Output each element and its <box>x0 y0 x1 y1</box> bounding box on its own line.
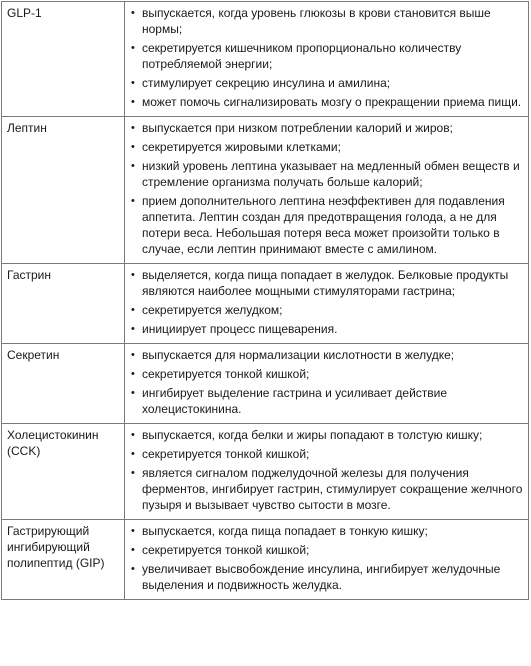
list-item-text: выпускается при низком потреблении калорий и жиров; <box>142 121 453 135</box>
list-item <box>130 321 524 337</box>
list-item <box>130 139 524 155</box>
bullet-list <box>130 267 524 337</box>
list-item <box>130 5 524 37</box>
hormone-name: Лептин <box>2 117 125 264</box>
list-item <box>130 267 524 299</box>
bullet-icon: • <box>131 544 135 556</box>
list-item <box>130 561 524 593</box>
list-item-text: секретируется жировыми клетками; <box>142 140 341 154</box>
list-item <box>130 465 524 513</box>
bullet-icon: • <box>131 467 135 479</box>
hormone-name: Гастрин <box>2 264 125 344</box>
bullet-icon: • <box>131 42 135 54</box>
list-item <box>130 446 524 462</box>
list-item-text: секретируется кишечником пропорционально количеству потребляемой энергии; <box>142 41 462 71</box>
bullet-icon: • <box>131 7 135 19</box>
bullet-icon: • <box>131 429 135 441</box>
hormone-name: GLP-1 <box>2 2 125 117</box>
hormone-table-body <box>2 2 529 600</box>
list-item-text: ингибирует выделение гастрина и усиливает действие холецистокинина. <box>142 386 448 416</box>
bullet-list <box>130 347 524 417</box>
bullet-icon: • <box>131 349 135 361</box>
hormone-name: Секретин <box>2 344 125 424</box>
list-item <box>130 347 524 363</box>
bullet-list <box>130 523 524 593</box>
hormone-description <box>125 2 529 117</box>
list-item-text: стимулирует секрецию инсулина и амилина; <box>142 76 391 90</box>
list-item-text: секретируется тонкой кишкой; <box>142 367 310 381</box>
table-row <box>2 344 529 424</box>
hormone-name: Холецистокинин (CCK) <box>2 424 125 520</box>
bullet-icon: • <box>131 77 135 89</box>
hormone-description <box>125 520 529 600</box>
list-item <box>130 40 524 72</box>
table-row <box>2 424 529 520</box>
list-item <box>130 193 524 257</box>
list-item-text: секретируется желудком; <box>142 303 283 317</box>
hormone-name: Гастрирующий ингибирующий полипептид (GIP) <box>2 520 125 600</box>
list-item <box>130 75 524 91</box>
list-item-text: может помочь сигнализировать мозгу о прекращении приема пищи. <box>142 95 522 109</box>
bullet-icon: • <box>131 387 135 399</box>
bullet-icon: • <box>131 368 135 380</box>
hormone-description <box>125 117 529 264</box>
hormone-table <box>1 1 529 600</box>
bullet-list <box>130 427 524 513</box>
bullet-icon: • <box>131 96 135 108</box>
list-item-text: инициирует процесс пищеварения. <box>142 322 338 336</box>
list-item <box>130 302 524 318</box>
table-row <box>2 117 529 264</box>
hormone-description <box>125 424 529 520</box>
bullet-icon: • <box>131 141 135 153</box>
list-item-text: выпускается, когда уровень глюкозы в крови становится выше нормы; <box>142 6 491 36</box>
list-item <box>130 158 524 190</box>
list-item <box>130 366 524 382</box>
list-item-text: увеличивает высвобождение инсулина, ингибирует желудочные выделения и подвижность желудка. <box>142 562 501 592</box>
bullet-icon: • <box>131 448 135 460</box>
table-row <box>2 2 529 117</box>
hormone-description <box>125 344 529 424</box>
list-item <box>130 427 524 443</box>
list-item-text: выпускается для нормализации кислотности в желудке; <box>142 348 455 362</box>
table-row <box>2 520 529 600</box>
hormone-description <box>125 264 529 344</box>
table-row <box>2 264 529 344</box>
list-item-text: секретируется тонкой кишкой; <box>142 543 310 557</box>
bullet-list <box>130 5 524 110</box>
list-item <box>130 542 524 558</box>
bullet-icon: • <box>131 323 135 335</box>
list-item <box>130 385 524 417</box>
bullet-list <box>130 120 524 257</box>
list-item-text: является сигналом поджелудочной железы для получения ферментов, ингибирует гастрин, стимулирует сокращение желчного пузыря и вызывает чувство сытости в мозге. <box>142 466 523 512</box>
bullet-icon: • <box>131 160 135 172</box>
list-item-text: выпускается, когда пища попадает в тонкую кишку; <box>142 524 428 538</box>
list-item <box>130 120 524 136</box>
list-item <box>130 94 524 110</box>
list-item-text: секретируется тонкой кишкой; <box>142 447 310 461</box>
bullet-icon: • <box>131 304 135 316</box>
list-item-text: прием дополнительного лептина неэффективен для подавления аппетита. Лептин создан для предотвращения голода, а не для потери веса. Небольшая потеря веса может произойти только в случае, если лептин принимают вместе с амилином. <box>142 194 505 256</box>
bullet-icon: • <box>131 563 135 575</box>
list-item-text: выделяется, когда пища попадает в желудок. Белковые продукты являются наиболее мощными стимуляторами гастрина; <box>142 268 509 298</box>
bullet-icon: • <box>131 269 135 281</box>
list-item <box>130 523 524 539</box>
bullet-icon: • <box>131 122 135 134</box>
bullet-icon: • <box>131 195 135 207</box>
list-item-text: низкий уровень лептина указывает на медленный обмен веществ и стремление организма получать больше калорий; <box>142 159 520 189</box>
list-item-text: выпускается, когда белки и жиры попадают в толстую кишку; <box>142 428 483 442</box>
bullet-icon: • <box>131 525 135 537</box>
